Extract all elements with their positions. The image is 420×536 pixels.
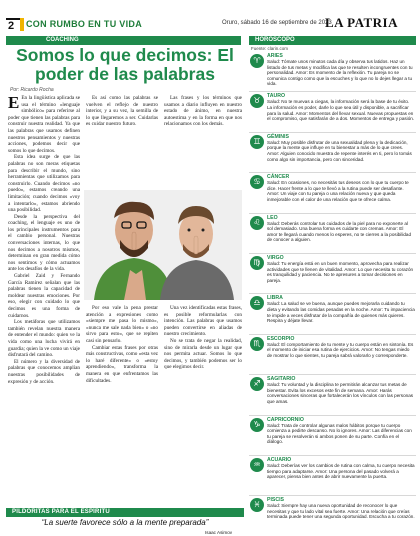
article-paragraph: Por eso vale la pena prestar atención a expresiones como «siempre me pasa lo mismo», «nunca me sale nada bien» o «no sirvo para esto», que se repiten casi sin pensarlo. [86, 305, 158, 344]
sign-prediction: Salud: Trata de controlar algunas malos hábitos porque tu cuerpo comienza a pedirte descanso. No lo ignores. Amor: Las diferencias con tu pareja se resolverán si ambos ponen de su parte. Confía en el diálogo. [267, 422, 412, 445]
pildoritas-tag-label: PILDORITAS PARA EL ESPÍRITU [12, 509, 110, 515]
issue-date: Oruro, sábado 16 de septiembre de 2023 [222, 20, 332, 26]
article-headline: Somos lo que decimos: El poder de las palabras [16, 45, 234, 84]
sign-prediction: Salud: No te muevas a ciegas, la información será la base de tu éxito. La información es poder, darle lo que sea útil y disponible, a sacrificar para la salud. Amor: Momentos del llevar sexual. Nuevas propuestas en el compromiso, que satisfarán de a dos. Momentos de entrega y pasión. [267, 99, 415, 122]
article-paragraph-text: En la lingüística aplicada se usa el término «lenguaje simbólico» para referirse al poder que tienen las palabras para construir nuestra realidad. Ya que las palabras que usamos definen nuestros pensamientos y nuestras acciones, podemos decir que somos lo que decimos. [8, 95, 80, 154]
sign-prediction: Salud: Tu energía está en un buen momento, aprovecha para realizar actividades que te llenen de vitalidad. Amor: Lo que necesita tu corazón es tranquilidad y paciencia. No te apresures a tomar decisiones en pareja. [267, 260, 414, 283]
horoscope-sign-leo [249, 214, 416, 254]
article-paragraph: Esta idea surge de que las palabras no son meras etiquetas para describir el mundo, sino herramientas que utilizamos para construirlo. Cuando decimos «no puedo», estamos creando una limitación; cuando decimos «voy a intentarlo», estamos abriendo una posibilidad. [8, 154, 80, 214]
horoscope-sign-sagitario [249, 375, 416, 415]
sign-name: CÁNCER [267, 174, 290, 181]
horoscope-sign-piscis [249, 496, 416, 536]
horoscope-sign-cáncer [249, 173, 416, 213]
sign-prediction: Salud: La salud se ve buena, aunque puedes mejorarla cuidando tu dieta y evitando las comidas pesadas en la noche. Amor: Tu impaciencia te impide a veces disfrutar de la compañía de quienes más quieres. Respira y déjate llevar. [267, 301, 415, 324]
horoscope-source: Fuente: clarin.com [251, 46, 289, 51]
newspaper-brand: LA PATRIA [325, 15, 398, 30]
article-paragraph: No se trata de negar la realidad, sino de mirarla desde un lugar que nos permita actuar. Somos lo que decimos, y también podemos ser lo que elegimos decir. [164, 337, 242, 371]
horoscope-sign-virgo [249, 254, 416, 294]
sign-name: SAGITARIO [267, 376, 296, 383]
article-column-2-lower [86, 305, 158, 505]
article-paragraph: Cambiar estas frases por otras más constructivas, como «esta vez lo haré diferente» o «estoy aprendiendo», transforma la manera en que enfrentamos las dificultades. [86, 344, 158, 384]
horoscope-tag-label: HORÓSCOPO [255, 37, 295, 43]
cancer-icon: ♋ [250, 175, 264, 189]
pildoritas-tag [6, 508, 244, 517]
article-column-2 [86, 95, 158, 187]
article-photo [84, 190, 242, 300]
sign-prediction: Salud: Tómate unos minutos cada día y observa tus latidos. Haz un listado de tus metas y modifica las que te resulten incongruentes con tu personalidad. Amor: Es momento de la reflexión. Tu pareja no se comunica contigo como que la escuches y lo que no lo dejes llegar a tu vida. [267, 59, 413, 87]
aquarius-icon: ♒ [250, 458, 264, 472]
quote-author: Isaac Asimov [205, 530, 233, 535]
article-paragraph: Una vez identificadas estas frases, es posible reformularlas con intención. Las palabras que usamos pueden convertirse en aliadas de nuestro crecimiento. [164, 305, 242, 338]
section-title: CON RUMBO EN TU VIDA [26, 19, 142, 29]
horoscope-sign-acuario [249, 456, 416, 496]
taurus-icon: ♉ [250, 94, 264, 108]
sign-name: LEO [267, 214, 278, 221]
horoscope-sign-géminis [249, 133, 416, 173]
sign-name: LIBRA [267, 295, 283, 302]
sign-name: VIRGO [267, 254, 284, 261]
page-header [0, 0, 420, 34]
aries-icon: ♈ [250, 54, 264, 68]
sign-name: CAPRICORNIO [267, 416, 304, 423]
horoscope-sign-aries [249, 52, 416, 92]
sign-name: TAURO [267, 93, 286, 100]
horoscope-sign-capricornio [249, 416, 416, 456]
article-paragraph: Las frases y los términos que usamos a diario influyen en nuestro estado de ánimo, en nuestra autoestima y en la forma en que nos relacionamos con los demás. [164, 95, 242, 128]
article-column-1 [8, 95, 80, 505]
sign-name: ARIES [267, 53, 283, 59]
libra-icon: ♎ [250, 296, 264, 310]
article-paragraph: Desde la perspectiva del coaching, el lenguaje es uno de los principales instrumentos para el cambio personal. Nuestras conversaciones internas, lo que nos decimos a nosotros mismos, determinan en gran medida cómo nos sentimos y cómo actuamos ante los desafíos de la vida. [8, 213, 80, 273]
scorpio-icon: ♏ [250, 337, 264, 351]
sign-prediction: Salud: Deberás controlar tus cuidados de la piel para no exponerte al sol demasiado. Una buena forma es cuidarte con cremas. Amor: El amor te llegará cuando menos lo esperes, no te cierres a la posibilidad de conocer a alguien. [267, 220, 412, 243]
virgo-icon: ♍ [250, 256, 264, 270]
article-column-3-lower [164, 305, 242, 505]
pildoritas-quote: “La suerte favorece sólo a la mente preparada” [41, 518, 209, 527]
sign-name: ACUARIO [267, 456, 292, 463]
article-byline: Por: Ricardo Rocha [10, 87, 54, 93]
pisces-icon: ♓ [250, 498, 264, 512]
capricorn-icon: ♑ [250, 418, 264, 432]
sign-name: GÉMINIS [267, 133, 289, 140]
sign-prediction: Salud: Siempre hay una nueva oportunidad de reconocer lo que necesitas y que tu lado vital sea fuerte. Amor: Una relación que creías terminada puede tener una segunda oportunidad. Escucha a tu corazón. [267, 503, 415, 520]
article-paragraph: Gabriel Zaid y Fernando García Ramírez señalan que las palabras tienen la capacidad de moldear nuestras emociones. Por eso, elegir con cuidado lo que decimos es una forma de cuidarnos. [8, 273, 80, 319]
sign-prediction: Salud: Muy posible disfrutar de una sexualidad plena y la dedicación, porque la mente que influye en tu bienestar a más de lo que crees. Amor: Alguien conocido muestra de repente interés en ti, pero lo tomás como algo sin importancia, pero con sinceridad. [267, 139, 412, 162]
horoscope-list [249, 52, 416, 536]
coaching-tag [6, 36, 241, 45]
drop-cap: E [8, 95, 20, 112]
leo-icon: ♌ [250, 216, 264, 230]
article-paragraph: Es así como las palabras se vuelven el reflejo de nuestro interior, y a su vez, la semilla de lo que llegaremos a ser. Cuidarlas es cuidar nuestro futuro. [86, 95, 158, 128]
section-accent-bar [20, 18, 24, 31]
sign-prediction: Salud: El comportamiento de tu mente y tu cuerpo están en sintonía. Es el momento de iniciar esa rutina de ejercicios. Amor: No tengas miedo de mostrar lo que sientes, tu pareja sabrá valorarlo y corresponderte. [267, 341, 414, 358]
article-paragraph: Los metáforas que utilizamos también revelan nuestra manera de entender el mundo: quien ve la vida como una lucha vivirá en guardia; quien la ve como un viaje disfrutará del camino. [8, 319, 80, 359]
horoscope-sign-libra [249, 294, 416, 334]
article-paragraph: El número y la diversidad de palabras que conocemos amplían nuestras posibilidades de expresión y de acción. [8, 358, 80, 385]
horoscope-sign-escorpio [249, 335, 416, 375]
sagittarius-icon: ♐ [250, 377, 264, 391]
horoscope-sign-tauro [249, 92, 416, 132]
page-number: 2 [6, 18, 24, 32]
horoscope-tag [249, 36, 416, 45]
two-men-silence-illustration [84, 190, 242, 300]
gemini-icon: ♊ [250, 135, 264, 149]
sign-prediction: Salud: Deberías ver los cambios de rutina con calma, tu cuerpo necesita tiempo para adaptarse. Amor: Una persona del pasado volverá a aparecer, piensa bien antes de abrir nuevamente la puerta. [267, 462, 415, 480]
sign-name: PISCIS [267, 497, 285, 504]
sign-name: ESCORPIO [267, 335, 295, 342]
article-column-3 [164, 95, 242, 187]
sign-prediction: Salud: En ocasiones, no necesitás tus deseos con lo que tu cuerpo te dice. Hacer frente a lo que te llevó a la rutina puede ser desafiante. Amor: Un viaje con tu pareja o una relación nueva y que queda inmejorable con el calor de una relación que te ofrece calma. [267, 180, 409, 202]
coaching-tag-label: COACHING [46, 37, 79, 43]
sign-prediction: Salud: Tu voluntad y la disciplina te permitirán alcanzar tus metas de bienestar. Evita los excesos este fin de semana. Amor: Harás conversaciones sinceras que fortalecerán los vínculos con las personas que amas. [267, 382, 414, 404]
article-paragraph [8, 95, 80, 154]
